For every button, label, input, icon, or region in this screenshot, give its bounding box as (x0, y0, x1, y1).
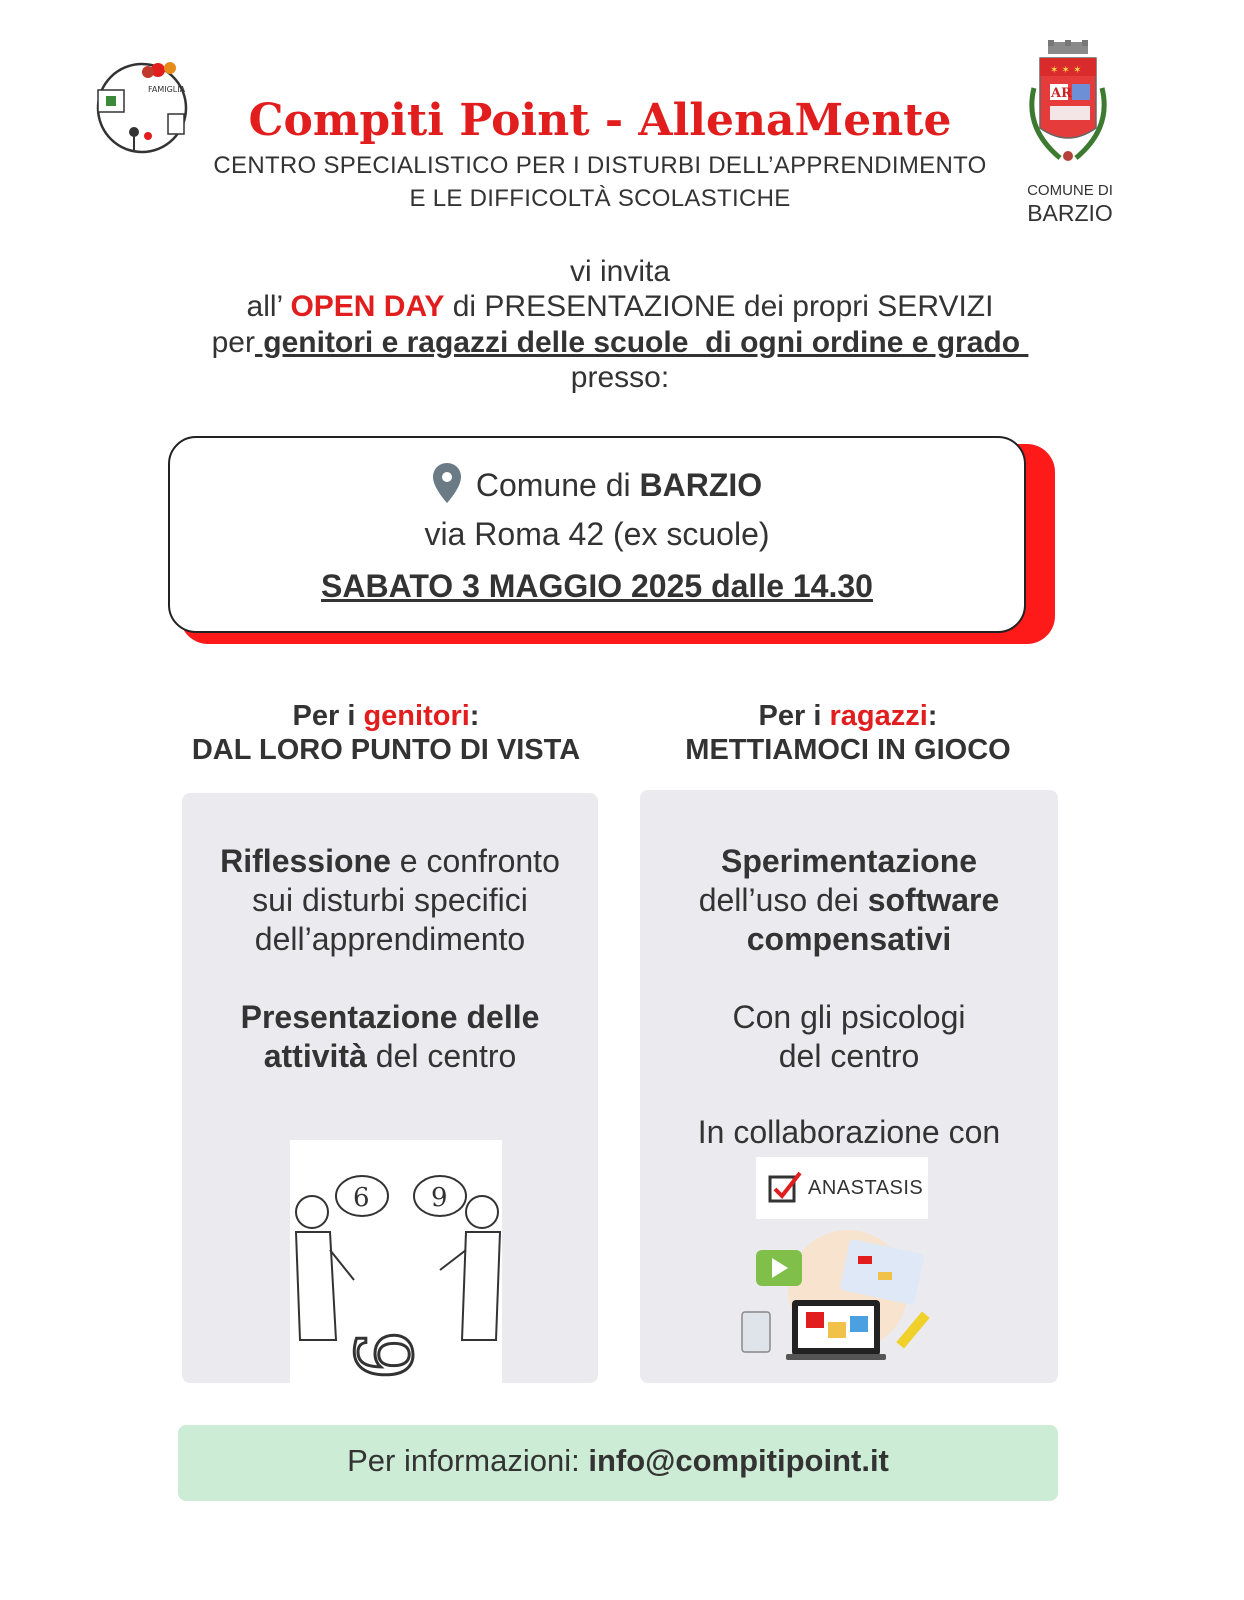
kids-point-2 (640, 998, 1058, 1076)
anastasis-label: ANASTASIS (808, 1177, 924, 1199)
parents-p1-bold: Riflessione (220, 843, 391, 879)
info-text (178, 1443, 1058, 1479)
parents-heading (178, 698, 594, 734)
location-place-bold: BARZIO (639, 467, 763, 503)
kids-point-1 (640, 842, 1058, 959)
kids-p1-pre: dell’uso dei (698, 882, 868, 918)
parents-p1-line2: sui disturbi specifici (252, 882, 528, 918)
invite-line-4: presso: (570, 361, 670, 394)
kids-heading-pre: Per i (758, 700, 830, 732)
famiglia-logo-text: FAMIGLIA (148, 85, 186, 94)
invite-line-2-pre: all’ (246, 290, 291, 323)
invite-line-1: vi invita (569, 255, 671, 288)
invite-line-2 (140, 289, 1100, 325)
bubble-right-number: 9 (431, 1183, 448, 1213)
six-nine-illustration (290, 1140, 502, 1383)
kids-heading (640, 698, 1056, 734)
kids-p2-line2: del centro (778, 1038, 920, 1074)
info-email[interactable]: info@compitipoint.it (588, 1443, 889, 1478)
kids-subheading: METTIAMOCI IN GIOCO (685, 734, 1011, 766)
parents-heading-post: : (469, 700, 480, 732)
parents-heading-highlight: genitori (363, 700, 470, 732)
location-place-pre: Comune di (475, 467, 640, 503)
parents-point-1 (182, 842, 598, 959)
kids-p2-line1: Con gli psicologi (732, 999, 966, 1035)
kids-p1-bold: Sperimentazione (720, 843, 978, 879)
checkbox-icon (768, 1171, 804, 1205)
comune-crest (1010, 38, 1126, 178)
parents-p1-rest: e confronto (390, 843, 560, 879)
comune-label: COMUNE DI (1027, 182, 1113, 199)
location-pin-icon (432, 462, 462, 504)
event-datetime: SABATO 3 MAGGIO 2025 dalle 14.30 (321, 568, 873, 604)
parents-p1-line3: dell’apprendimento (254, 921, 526, 957)
parents-point-2 (182, 998, 598, 1076)
subtitle-line-2: E LE DIFFICOLTÀ SCOLASTICHE (409, 185, 791, 212)
kids-p1-bold2: software (867, 882, 1000, 918)
comune-name: BARZIO (1027, 200, 1113, 226)
invite-line-3 (140, 325, 1100, 361)
invite-line-3-pre: per (211, 326, 255, 359)
kids-heading-post: : (927, 700, 938, 732)
parents-heading-pre: Per i (292, 700, 364, 732)
parents-p2-bold: Presentazione delle (240, 999, 540, 1035)
floor-number: 6 (341, 1330, 431, 1380)
crest-letters: AR (1051, 86, 1072, 101)
location-address: via Roma 42 (ex scuole) (424, 516, 770, 552)
parents-p2-bold2: attività (263, 1038, 367, 1074)
svg-text:✶ ✶ ✶: ✶ ✶ ✶ (1050, 65, 1082, 76)
subtitle-line-1: CENTRO SPECIALISTICO PER I DISTURBI DELL’APPRENDIMENTO (213, 152, 987, 179)
location-place (168, 462, 1026, 504)
info-label: Per informazioni: (347, 1443, 589, 1478)
kids-collaboration: In collaborazione con (697, 1114, 1001, 1150)
parents-subheading: DAL LORO PUNTO DI VISTA (191, 734, 581, 766)
page-title: Compiti Point - AllenaMente (248, 95, 952, 146)
kids-heading-highlight: ragazzi (829, 700, 928, 732)
open-day-highlight: OPEN DAY (290, 290, 445, 323)
invite-line-2-post: di PRESENTAZIONE dei propri SERVIZI (444, 290, 994, 323)
parents-p2-rest: del centro (366, 1038, 517, 1074)
anastasis-logo (756, 1157, 928, 1219)
kids-p1-bold3: compensativi (746, 921, 952, 957)
audience-highlight: genitori e ragazzi delle scuole di ogni ordine e grado (254, 326, 1029, 359)
bubble-left-number: 6 (353, 1183, 370, 1213)
calculator-icon (742, 1312, 770, 1352)
software-illustration (740, 1228, 940, 1363)
famiglia-logo (90, 50, 194, 162)
